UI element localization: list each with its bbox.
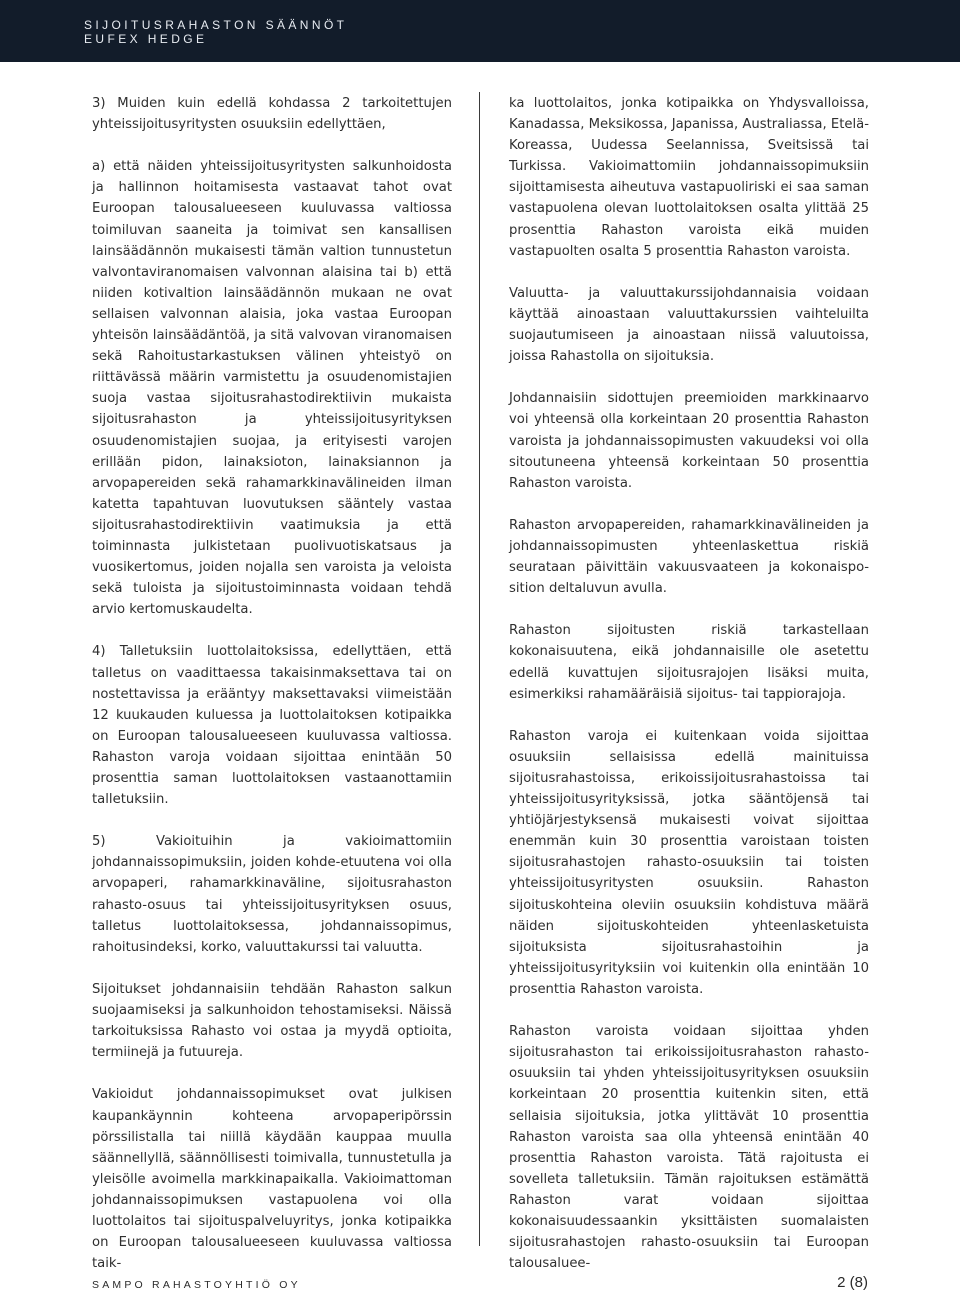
paragraph: 3) Muiden kuin edellä kohdassa 2 tarkoitettujen yhteissijoitusyritysten osuuksiin edellyttäen, [92,96,452,133]
header-band [0,0,960,62]
page-number: 2 (8) [837,1274,868,1291]
paragraph: Vakioidut johdannaissopimukset ovat julkisen kaupankäynnin kohteena arvopaperipörssin pörssilistalla tai niillä käydään kauppaa muulla säännellyllä, säännöllisesti toimivalla, tunnustetulla ja yleisölle avoimella markkinapaikalla. Vakioimattoman johdannaissopimuksen vastapuolena voi olla luottolaitos tai sijoituspalveluyritys, jonka kotipaikka on Euroopan talousalueeseen kuuluvassa valtiossa taik- [92,1087,452,1272]
paragraph: Rahaston sijoitusten riskiä tarkastellaan kokonaisuutena, eikä johdannaisille ole asetettu edellä kuvattujen sijoitusrajojen lisäksi muita, esimerkiksi rahamääräisiä sijoitus- tai tappiorajoja. [509,623,869,702]
paragraph: a) että näiden yhteissijoitusyritysten salkunhoidosta ja hallinnon hoitamisesta vastaavat tahot ovat Euroopan talousalueeseen kuuluvassa valtiossa toimiluvan saaneita ja toimivat sen kansallisen lainsäädännön mukaisesti tämän valtion tunnustetun valvontaviranomaisen valvonnan alaisina tai b) että niiden kotivaltion lainsäädännön mukaan ne ovat sellaisen valvonnan alaisia, joka vastaa Euroopan yhteisön lainsäädäntöä, ja sitä valvovan viranomaisen sekä Rahoitustarkastuksen välinen yhteistyö on riittävässä määrin varmistettu ja osuudenomistajien suoja vastaa sijoitusrahastodirektiivin mukaista sijoitusrahaston ja yhteissijoitusyrityksen osuudenomistajien suojaa, ja erityisesti varojen erillään pidon, lainaksioton, lainaksiannon ja arvopapereiden sekä rahamarkkinavälineiden ilman katetta tapahtuvan luovutuksen sääntely vastaa sijoitusrahastodirektiivin vaatimuksia ja että toiminnasta julkistetaan puolivuotiskatsaus ja vuosikertomus, joiden nojalla sen varoista ja veloista sekä tuloista ja sijoitustoiminnasta voidaan tehdä arvio kertomuskaudelta. [92,159,452,618]
paragraph: Johdannaisiin sidottujen preemioiden markkinaarvo voi yhteensä olla korkeintaan 20 prosenttia Rahaston varoista ja johdannaissopimusten vakuudeksi voi olla sitoutuneena yhteensä korkeintaan 50 prosenttia Rahaston varoista. [509,391,869,491]
paragraph: Rahaston varoista voidaan sijoittaa yhden sijoitusrahaston tai erikoissijoitusrahaston rahasto-osuuksiin tai yhden yhteissijoitusyrityksen osuuksiin korkeintaan 20 prosenttia kuitenkin siten, että sellaisia sijoituksia, jotka ylittävät 10 prosenttia Rahaston varoista saa olla yhteensä enintään 40 prosenttia Rahaston varoista. Tätä rajoitusta ei sovelleta talletuksiin. Tämän rajoituksen estämättä Rahaston varat voidaan sijoittaa kokonaisuudessaankin yksittäisten suomalaisten sijoitusrahastojen rahasto-osuuksiin tai Euroopan talousaluee- [509,1024,869,1272]
column-divider [479,92,480,1246]
right-column [509,93,869,1295]
paragraph: 4) Talletuksiin luottolaitoksissa, edellyttäen, että talletus on vaadittaessa takaisinmaksettava tai on nostettavissa ja erääntyy maksettavaksi viimeistään 12 kuukauden kuluessa ja luottolaitoksen kotipaikka on Euroopan talousalueeseen kuuluvassa valtiossa. Rahaston varoja voidaan sijoittaa enintään 50 prosenttia saman luottolaitoksen vastaanottamiin talletuksiin. [92,644,452,808]
paragraph: Rahaston arvopapereiden, rahamarkkinavälineiden ja johdannaissopimusten yhteenlaskettua riskiä seurataan päivittäin vakuusvaateen ja kokonaisposition deltaluvun avulla. [509,517,869,597]
left-column [92,93,452,1295]
paragraph: ka luottolaitos, jonka kotipaikka on Yhdysvalloissa, Kanadassa, Meksikossa, Japanissa, Australiassa, Etelä-Koreassa, Uudessa Seelannissa, Sveitsissä tai Turkissa. Vakioimattomiin johdannaissopimuksiin sijoittamisesta aiheutuva vastapuoliriski ei saa saman vastapuolena olevan luottolaitoksen osalta ylittää 25 prosenttia Rahaston varoista eikä muiden vastapuolten osalta 5 prosenttia Rahaston varoista. [509,96,870,259]
paragraph: Valuutta- ja valuuttakurssijohdannaisia voidaan käyttää ainoastaan valuuttakurssien vaihteluilta suojautumiseen ja ainoastaan niissä valuutoissa, joissa Rahastolla on sijoituksia. [509,285,869,365]
document-title: SIJOITUSRAHASTON SÄÄNNÖT [84,18,348,32]
paragraph: Rahaston varoja ei kuitenkaan voida sijoittaa osuuksiin sellaisissa edellä mainituissa sijoitusrahastoissa, erikoissijoitusrahastoissa tai yhteissijoitusyrityksissä, jotka sääntöjensä tai yhtiöjärjestyksensä mukaisesti voivat sijoittaa enemmän kuin 30 prosenttia varoistaan toisten sijoitusrahastojen rahasto-osuuksiin tai toisten yhteissijoitusyritysten osuuksiin. Rahaston sijoituskohteina oleviin osuuksiin kohdistuva määrä näiden sijoituskohteiden yhteenlasketuista sijoituksista sijoitusrahastoihin ja yhteissijoitusyrityksiin voi kuitenkin olla enintään 10 prosenttia Rahaston varoista. [509,728,869,997]
footer-company: SAMPO RAHASTOYHTIÖ OY [92,1279,301,1291]
paragraph: 5) Vakioituihin ja vakioimattomiin johdannaissopimuksiin, joiden kohde-etuutena voi olla arvopaperi, rahamarkkinaväline, sijoitusrahaston rahasto-osuus tai yhteissijoitusyrityksen osuus, talletus luottolaitoksessa, johdannaissopimus, rahoitusindeksi, korko, valuuttakurssi tai valuutta. [92,834,452,955]
fund-name: EUFEX HEDGE [84,32,208,46]
paragraph: Sijoitukset johdannaisiin tehdään Rahaston salkun suojaamiseksi ja salkunhoidon tehostamiseksi. Näissä tarkoituksissa Rahasto voi ostaa ja myydä optioita, termiinejä ja futuureja. [92,981,452,1061]
